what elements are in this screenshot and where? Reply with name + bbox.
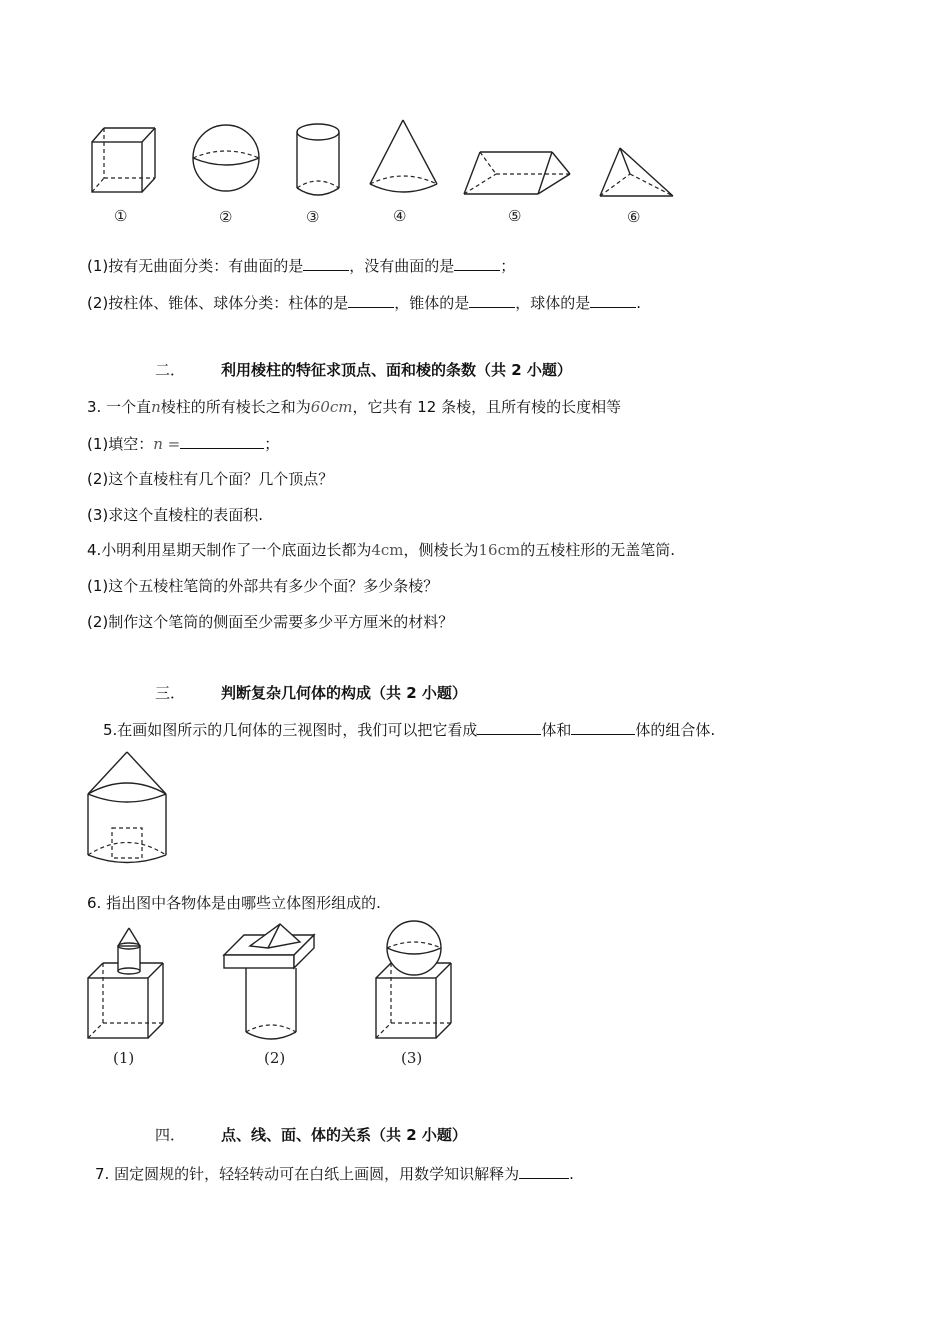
object-2-drawing xyxy=(224,924,314,1039)
q4-part2: (2)制作这个笔筒的侧面至少需要多少平方厘米的材料？ xyxy=(87,613,454,631)
q3-part3: (3)求这个直棱柱的表面积. xyxy=(87,506,264,524)
object-3-drawing xyxy=(376,921,451,1038)
solid-label-6: ⑥ xyxy=(627,208,641,226)
solid-label-1: ① xyxy=(114,207,128,225)
q5-stem: 5.在画如图所示的几何体的三视图时，我们可以把它看成 体和 体的组合体. xyxy=(103,721,716,739)
solid-label-5: ⑤ xyxy=(508,207,522,225)
section-heading-4: 四． 点、线、面、体的关系（共 2 小题） xyxy=(155,1126,467,1144)
q7-stem: 7. 固定圆规的针，轻轻转动可在白纸上画圆，用数学知识解释为 . xyxy=(95,1165,574,1183)
answer-blank[interactable] xyxy=(519,1163,569,1179)
q4-part1: (1)这个五棱柱笔筒的外部共有多少个面？多少条棱？ xyxy=(87,577,439,595)
q3-stem: 3. 一个直n棱柱的所有棱长之和为60cm，它共有 12 条棱，且所有棱的长度相等 xyxy=(87,398,622,416)
object-label-3: (3) xyxy=(401,1049,423,1067)
object-label-1: (1) xyxy=(113,1049,135,1067)
q3-part1: (1)填空：n = ； xyxy=(87,435,280,453)
q4-stem: 4.小明利用星期天制作了一个底面边长都为4cm，侧棱长为16cm的五棱柱形的无盖笔筒. xyxy=(87,541,676,559)
q6-stem: 6. 指出图中各物体是由哪些立体图形组成的. xyxy=(87,894,381,912)
q2-part1: (1)按有无曲面分类：有曲面的是 ，没有曲面的是 ； xyxy=(87,257,516,275)
q3-part2: (2)这个直棱柱有几个面？几个顶点？ xyxy=(87,470,334,488)
q2-part2: (2)按柱体、锥体、球体分类：柱体的是 ，锥体的是 ，球体的是 . xyxy=(87,294,642,312)
solid-label-2: ② xyxy=(219,208,233,226)
section-heading-2: 二． 利用棱柱的特征求顶点、面和棱的条数（共 2 小题） xyxy=(155,361,572,379)
section-heading-3: 三． 判断复杂几何体的构成（共 2 小题） xyxy=(155,684,467,702)
solid-label-3: ③ xyxy=(306,208,320,226)
object-label-2: (2) xyxy=(264,1049,286,1067)
solid-label-4: ④ xyxy=(393,207,407,225)
object-1-drawing xyxy=(88,928,163,1038)
